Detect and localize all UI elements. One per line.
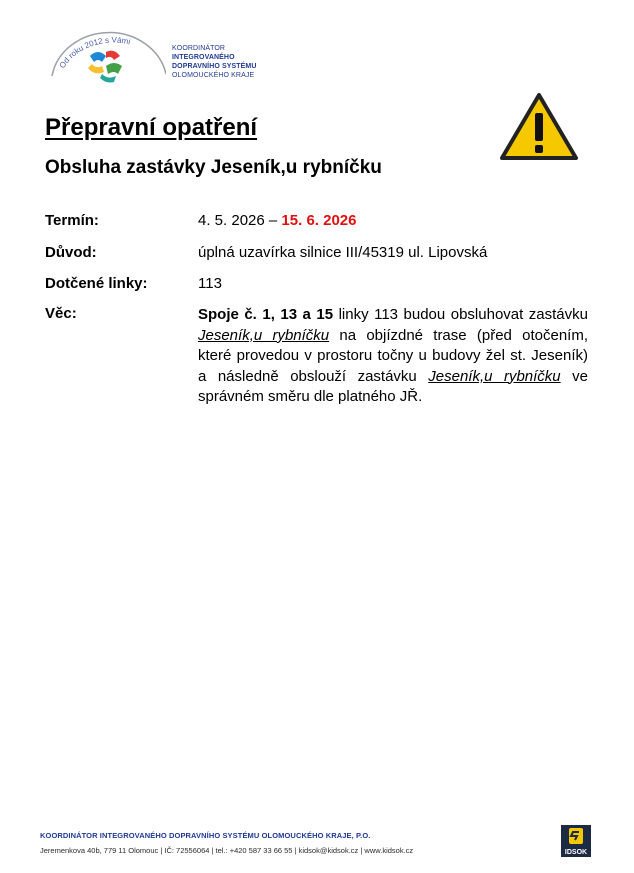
page-title: Přepravní opatření [45, 114, 258, 141]
logo-arc-text: Od roku 2012 s Vámi [57, 35, 132, 70]
termin-from: 4. 5. 2026 [198, 212, 265, 229]
vec-trips: Spoje č. 1, 13 a 15 [198, 306, 334, 323]
linky-label: Dotčené linky: [45, 275, 148, 292]
vec-text-2: na objízdné trase (před otočením, které provedou v prostoru točny u budovy žel st. Jeseník) a následně obslouží zastávku [198, 326, 588, 385]
footer [40, 831, 600, 855]
idsok-badge-icon [561, 825, 591, 857]
page-subtitle: Obsluha zastávky Jeseník,u rybníčku [45, 157, 382, 178]
warning-icon [498, 91, 580, 163]
termin-value [198, 212, 357, 229]
idsok-badge-text: IDSOK [564, 849, 588, 856]
vec-body [198, 305, 588, 408]
linky-value: 113 [198, 275, 222, 292]
termin-to: 15. 6. 2026 [281, 212, 357, 229]
vec-text-1: linky 113 budou obsluhovat zastávku [333, 306, 588, 323]
vec-stop-1: Jeseník,u rybníčku [198, 326, 330, 344]
vec-text-3: ve správném směru dle platného JŘ. [198, 367, 588, 405]
vec-label: Věc: [45, 305, 77, 322]
termin-separator: – [264, 212, 282, 229]
duvod-value: úplná uzavírka silnice III/45319 ul. Lipovská [198, 244, 488, 261]
logo-org-name: KOORDINÁTOR INTEGROVANÉHO DOPRAVNÍHO SYSTÉMU OLOMOUCKÉHO KRAJE [172, 45, 257, 79]
kidsok-logo [46, 18, 276, 88]
vec-stop-2: Jeseník,u rybníčku [428, 367, 561, 385]
footer-org: KOORDINÁTOR INTEGROVANÉHO DOPRAVNÍHO SYSTÉMU OLOMOUCKÉHO KRAJE, P.O. [40, 831, 371, 840]
logo-emblem [46, 18, 166, 88]
footer-address: Jeremenkova 40b, 779 11 Olomouc | IČ: 72556064 | tel.: +420 587 33 66 55 | kidsok@kidsok.cz | www.kidsok.cz [40, 846, 414, 855]
svg-text:Od roku 2012 s Vámi [58, 35, 132, 69]
duvod-label: Důvod: [45, 244, 97, 261]
termin-label: Termín: [45, 212, 99, 229]
